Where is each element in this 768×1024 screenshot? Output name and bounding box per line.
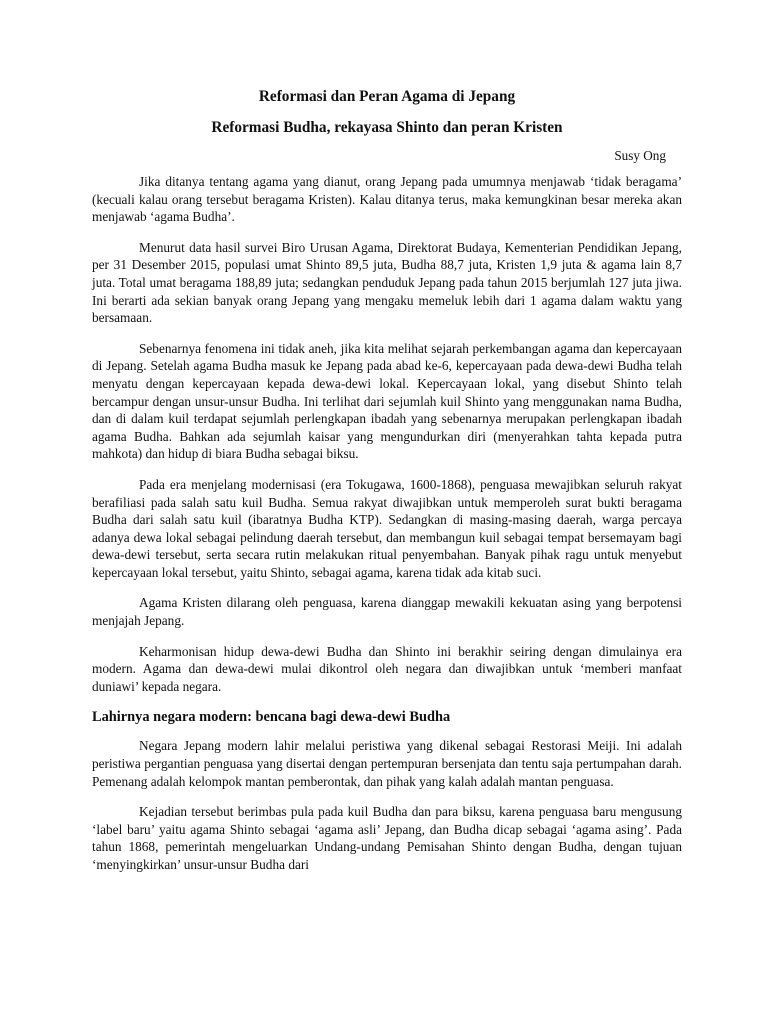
paragraph-6: Keharmonisan hidup dewa-dewi Budha dan Shinto ini berakhir seiring dengan dimulainya era modern. Agama dan dewa-dewi mulai dikontrol oleh negara dan diwajibkan untuk ‘memberi manfaat duniawi’ kepada negara.: [92, 643, 682, 694]
paragraph-2: Menurut data hasil survei Biro Urusan Agama, Direktorat Budaya, Kementerian Pendidikan Jepang, per 31 Desember 2015, populasi umat Shinto 89,5 juta, Budha 88,7 juta, Kristen 1,9 juta & agama lain 8,7 juta. Total umat beragama 188,89 juta; sedangkan penduduk Jepang pada tahun 2015 berjumlah 127 juta jiwa. Ini berarti ada sekian banyak orang Jepang yang mengaku memeluk lebih dari 1 agama dalam waktu yang bersamaan.: [92, 239, 682, 326]
paragraph-5: Agama Kristen dilarang oleh penguasa, karena dianggap mewakili kekuatan asing yang berpotensi menjajah Jepang.: [92, 595, 682, 629]
section-paragraph-1: Negara Jepang modern lahir melalui peristiwa yang dikenal sebagai Restorasi Meiji. Ini adalah peristiwa pergantian penguasa yang disertai dengan pertempuran bersenjata dan tentu saja pertumpahan darah. Pemenang adalah kelompok mantan pemberontak, dan pihak yang kalah adalah mantan penguasa.: [92, 738, 682, 789]
paragraph-1: Jika ditanya tentang agama yang dianut, orang Jepang pada umumnya menjawab ‘tidak beragama’ (kecuali kalau orang tersebut beragama Kristen). Kalau ditanya terus, maka kemungkinan besar mereka akan menjawab ‘agama Budha’.: [92, 174, 682, 225]
page-subtitle: Reformasi Budha, rekayasa Shinto dan peran Kristen: [211, 119, 563, 136]
section-paragraph-2: Kejadian tersebut berimbas pula pada kuil Budha dan para biksu, karena penguasa baru mengusung ‘label baru’ yaitu agama Shinto sebagai ‘agama asli’ Jepang, dan Budha dicap sebagai ‘agama asing’. Pada tahun 1868, pemerintah mengeluarkan Undang-undang Pemisahan Shinto dengan Budha, dengan tujuan ‘menyingkirkan’ unsur-unsur Budha dari: [92, 804, 682, 872]
page-title: Reformasi dan Peran Agama di Jepang: [258, 88, 516, 105]
paragraph-4: Pada era menjelang modernisasi (era Tokugawa, 1600-1868), penguasa mewajibkan seluruh rakyat berafiliasi pada salah satu kuil Budha. Semua rakyat diwajibkan untuk memperoleh surat bukti beragama Budha dari salah satu kuil (ibaratnya Budha KTP). Sedangkan di masing-masing daerah, warga percaya adanya dewa lokal sebagai pelindung daerah tersebut, dan membangun kuil sebagai tempat bersemayam bagi dewa-dewi tersebut, serta secara rutin melakukan ritual penyembahan. Banyak pihak ragu untuk menyebut kepercayaan lokal tersebut, yaitu Shinto, sebagai agama, karena tidak ada kitab suci.: [92, 476, 682, 580]
section-heading: Lahirnya negara modern: bencana bagi dewa-dewi Budha: [92, 709, 451, 726]
author-name: Susy Ong: [614, 148, 666, 163]
paragraph-3: Sebenarnya fenomena ini tidak aneh, jika kita melihat sejarah perkembangan agama dan kepercayaan di Jepang. Setelah agama Budha masuk ke Jepang pada abad ke-6, kepercayaan pada dewa-dewi Budha telah menyatu dengan kepercayaan kepada dewa-dewi lokal. Kepercayaan lokal, yang disebut Shinto telah bercampur dengan unsur-unsur Budha. Ini terlihat dari sejumlah kuil Shinto yang menggunakan nama Budha, dan di dalam kuil terdapat sejumlah perlengkapan ibadah yang sebenarnya merupakan perlengkapan ibadah agama Budha. Bahkan ada sejumlah kaisar yang mengundurkan diri (menyerahkan tahta kepada putra mahkota) dan hidup di biara Budha sebagai biksu.: [92, 340, 682, 462]
